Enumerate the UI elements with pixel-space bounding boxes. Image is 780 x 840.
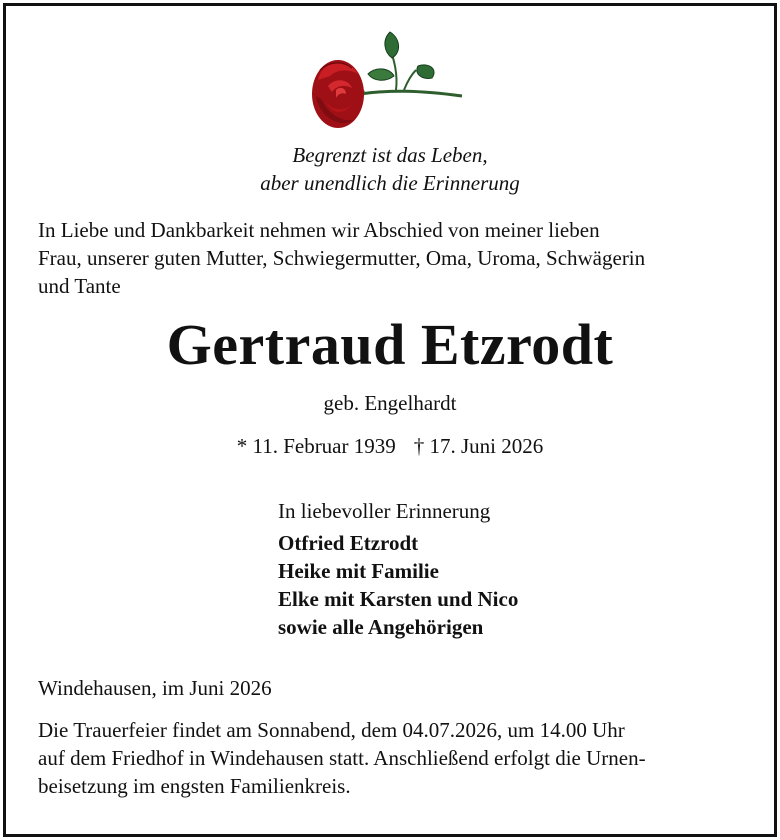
birth-date: * 11. Februar 1939 [236,434,396,458]
remembrance-line: In liebevoller Erinnerung [278,499,491,523]
funeral-text-line: auf dem Friedhof in Windehausen statt. Anschließend erfolgt die Urnen- [38,746,646,770]
verse-line: aber unendlich die Erinnerung [260,171,520,195]
intro-text-line: Frau, unserer guten Mutter, Schwiegermutter, Oma, Uroma, Schwägerin [38,246,646,270]
intro-text-line: In Liebe und Dankbarkeit nehmen wir Abschied von meiner lieben [38,218,600,242]
mourner-name: Otfried Etzrodt [278,531,419,555]
mourner-name: Elke mit Karsten und Nico [278,587,519,611]
intro-text-line: und Tante [38,274,121,298]
mourner-name: Heike mit Familie [278,559,439,583]
place-date: Windehausen, im Juni 2026 [38,676,272,700]
verse-line: Begrenzt ist das Leben, [292,143,488,167]
red-rose-icon [308,30,468,134]
death-date: † 17. Juni 2026 [413,434,544,458]
mourners-block [278,497,738,641]
mourner-name: sowie alle Angehörigen [278,615,484,639]
funeral-text-line: beisetzung im engsten Familienkreis. [38,774,351,798]
birth-name: geb. Engelhardt [323,391,457,415]
deceased-name: Gertraud Etzrodt [166,312,614,377]
funeral-text-line: Die Trauerfeier findet am Sonnabend, dem 04.07.2026, um 14.00 Uhr [38,718,625,742]
life-dates [0,432,780,460]
